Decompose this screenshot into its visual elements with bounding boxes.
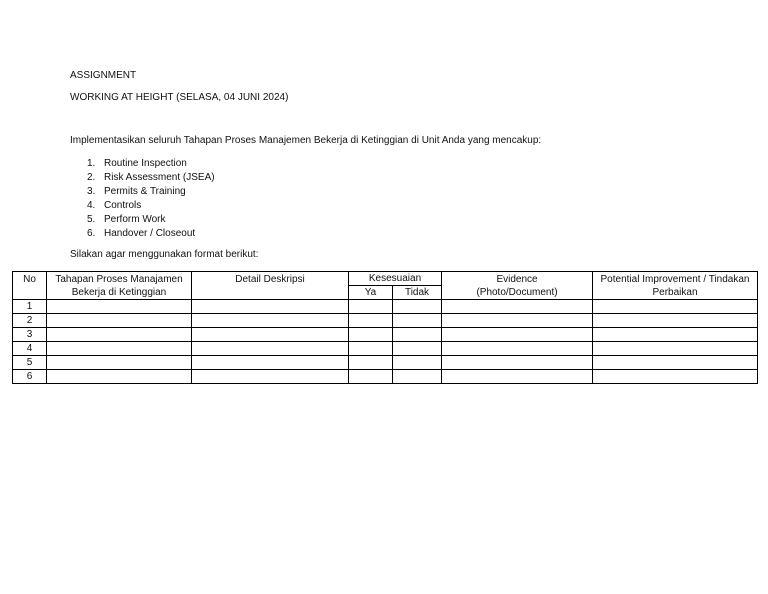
improvement-cell[interactable] [593,342,758,356]
table-row [13,328,758,342]
list-item-number: 3. [87,186,96,197]
column-header-tahapan-line2: Bekerja di Ketinggian [71,287,167,298]
tahapan-cell[interactable] [47,342,192,356]
evidence-cell[interactable] [442,342,593,356]
list-item-label: Controls [104,200,142,211]
assignment-subtitle: WORKING AT HEIGHT (SELASA, 04 JUNI 2024) [70,92,289,103]
list-item [87,171,215,185]
evidence-cell[interactable] [442,314,593,328]
list-item [87,199,215,213]
ya-cell[interactable] [349,356,393,370]
ya-cell[interactable] [349,314,393,328]
tidak-cell[interactable] [393,314,442,328]
list-item-number: 2. [87,172,96,183]
tahapan-cell[interactable] [47,370,192,384]
tahapan-cell[interactable] [47,356,192,370]
tidak-cell[interactable] [393,300,442,314]
ya-cell[interactable] [349,370,393,384]
column-header-evidence [442,272,593,300]
column-header-tahapan [47,272,192,300]
tidak-cell[interactable] [393,328,442,342]
table-row [13,300,758,314]
improvement-cell[interactable] [593,356,758,370]
ya-cell[interactable] [349,328,393,342]
row-number-cell: 6 [13,370,47,384]
column-header-improvement-line1: Potential Improvement / Tindakan [600,274,750,285]
evidence-cell[interactable] [442,328,593,342]
column-header-no: No [13,272,47,300]
row-number-cell: 4 [13,342,47,356]
list-item-label: Perform Work [104,214,166,225]
list-item [87,185,215,199]
tahapan-cell[interactable] [47,300,192,314]
list-item-number: 5. [87,214,96,225]
ya-cell[interactable] [349,342,393,356]
row-number-cell: 2 [13,314,47,328]
tahapan-cell[interactable] [47,328,192,342]
list-item [87,227,215,241]
column-header-tahapan-line1: Tahapan Proses Manajamen [55,274,183,285]
table-row [13,356,758,370]
column-header-ya: Ya [349,286,393,300]
tidak-cell[interactable] [393,356,442,370]
assignment-title: ASSIGNMENT [70,70,137,81]
improvement-cell[interactable] [593,370,758,384]
list-item-label: Routine Inspection [104,158,187,169]
assignment-table [12,271,758,384]
column-header-tidak: Tidak [393,286,442,300]
list-item-label: Handover / Closeout [104,228,196,239]
list-item [87,213,215,227]
list-item-number: 1. [87,158,96,169]
evidence-cell[interactable] [442,370,593,384]
list-item-number: 4. [87,200,96,211]
list-item-number: 6. [87,228,96,239]
table-row [13,370,758,384]
row-number-cell: 1 [13,300,47,314]
tidak-cell[interactable] [393,342,442,356]
detail-cell[interactable] [192,328,349,342]
evidence-cell[interactable] [442,356,593,370]
detail-cell[interactable] [192,356,349,370]
evidence-cell[interactable] [442,300,593,314]
detail-cell[interactable] [192,342,349,356]
process-steps-list [87,157,215,241]
list-item [87,157,215,171]
column-header-kesesuaian: Kesesuaian [349,272,442,286]
tidak-cell[interactable] [393,370,442,384]
row-number-cell: 3 [13,328,47,342]
list-item-label: Risk Assessment (JSEA) [104,172,215,183]
intro-paragraph: Implementasikan seluruh Tahapan Proses Manajemen Bekerja di Ketinggian di Unit Anda yang mencakup: [70,135,542,146]
ya-cell[interactable] [349,300,393,314]
improvement-cell[interactable] [593,300,758,314]
improvement-cell[interactable] [593,314,758,328]
list-item-label: Permits & Training [104,186,186,197]
column-header-detail: Detail Deskripsi [192,272,349,300]
table-row [13,314,758,328]
column-header-evidence-line1: Evidence [496,274,538,285]
format-instruction: Silakan agar menggunakan format berikut: [70,249,259,260]
column-header-improvement-line2: Perbaikan [652,287,698,298]
column-header-improvement [593,272,758,300]
detail-cell[interactable] [192,300,349,314]
row-number-cell: 5 [13,356,47,370]
improvement-cell[interactable] [593,328,758,342]
column-header-evidence-line2: (Photo/Document) [476,287,558,298]
detail-cell[interactable] [192,370,349,384]
table-row [13,342,758,356]
detail-cell[interactable] [192,314,349,328]
tahapan-cell[interactable] [47,314,192,328]
